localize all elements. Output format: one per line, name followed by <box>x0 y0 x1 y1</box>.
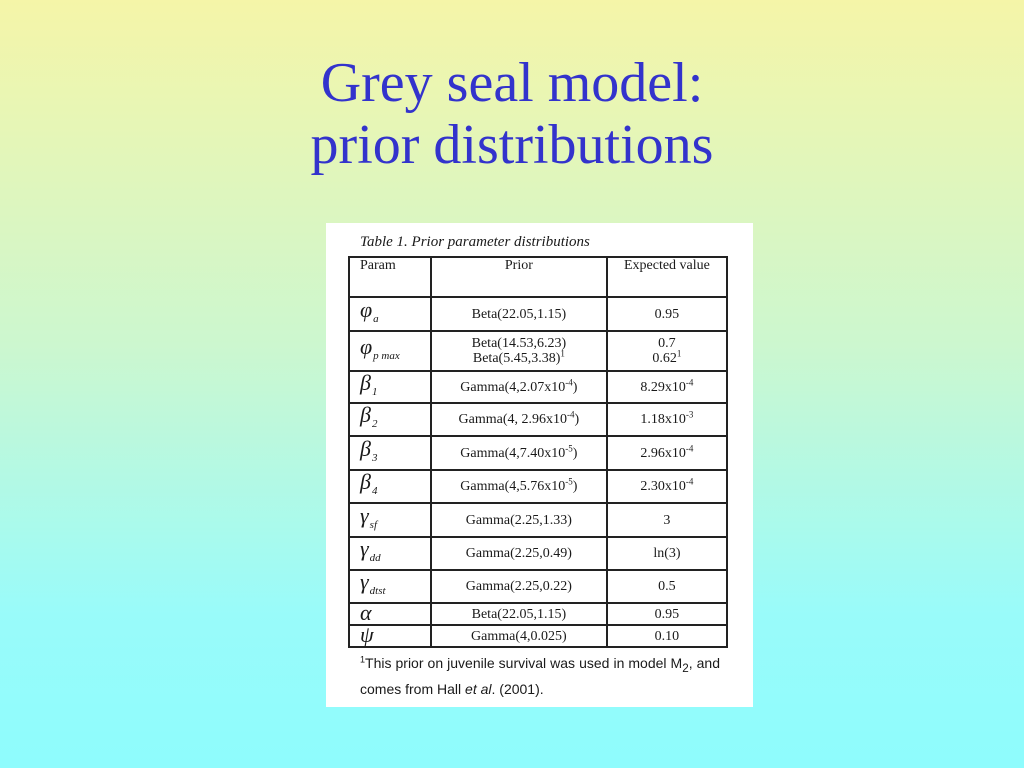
expected-cell: ln(3) <box>607 537 727 570</box>
table-row <box>349 503 727 537</box>
table-row <box>349 625 727 647</box>
prior-cell: Beta(22.05,1.15) <box>431 297 607 331</box>
table-row <box>349 331 727 371</box>
table-row <box>349 570 727 603</box>
param-cell: $\gamma_{sf}$ <box>349 503 431 537</box>
table-row <box>349 537 727 570</box>
param-cell: ψ <box>349 625 431 647</box>
table-row <box>349 470 727 503</box>
prior-cell: Beta(22.05,1.15) <box>431 603 607 625</box>
prior-cell: Gamma(2.25,0.22) <box>431 570 607 603</box>
param-cell: $\varphi_a$ <box>349 297 431 331</box>
expected-cell: $1.18x10^{-3}$ <box>607 403 727 436</box>
param-cell: $\varphi_{p max}$ <box>349 331 431 371</box>
table-row <box>349 403 727 436</box>
table-caption: Table 1. Prior parameter distributions <box>360 234 590 250</box>
table-footnote: $^1$This prior on juvenile survival was used in model $M_2$, and comes from Hall et al. (2001). <box>360 654 720 697</box>
expected-cell: 3 <box>607 503 727 537</box>
param-cell: $\gamma_{dd}$ <box>349 537 431 570</box>
table-row <box>349 603 727 625</box>
footnote-marker: 1 <box>360 654 366 665</box>
table-row <box>349 371 727 403</box>
prior-cell: Gamma(2.25,0.49) <box>431 537 607 570</box>
param-cell: $\beta_3$ <box>349 436 431 470</box>
header-prior: Prior <box>431 257 607 297</box>
header-expected-value: Expected value <box>607 257 727 297</box>
prior-cell: $Gamma(4,5.76x10^{-5})$ <box>431 470 607 503</box>
prior-cell: Beta(14.53,6.23) $Beta(5.45,3.38)^1$ <box>431 331 607 371</box>
expected-cell: $8.29x10^{-4}$ <box>607 371 727 403</box>
expected-cell: $2.96x10^{-4}$ <box>607 436 727 470</box>
expected-cell: 0.95 <box>607 603 727 625</box>
param-cell: $\beta_4$ <box>349 470 431 503</box>
expected-cell: 0.10 <box>607 625 727 647</box>
prior-distributions-table <box>348 256 728 648</box>
expected-cell: $2.30x10^{-4}$ <box>607 470 727 503</box>
header-param: Param <box>349 257 431 297</box>
table-row <box>349 436 727 470</box>
slide-title-line-2: prior distributions <box>310 114 714 176</box>
prior-cell: $Gamma(4,2.07x10^{-4})$ <box>431 371 607 403</box>
table-header-row <box>349 257 727 297</box>
param-cell: $\beta_1$ <box>349 371 431 403</box>
prior-cell: Gamma(2.25,1.33) <box>431 503 607 537</box>
prior-cell: Gamma(4,0.025) <box>431 625 607 647</box>
param-cell: α <box>349 603 431 625</box>
expected-cell: 0.95 <box>607 297 727 331</box>
param-cell: $\beta_2$ <box>349 403 431 436</box>
expected-cell: 0.7 0.62$^1$ <box>607 331 727 371</box>
param-cell: $\gamma_{dtst}$ <box>349 570 431 603</box>
prior-cell: $Gamma(4,7.40x10^{-5})$ <box>431 436 607 470</box>
slide-title <box>0 52 1024 176</box>
expected-cell: 0.5 <box>607 570 727 603</box>
slide-title-line-1: Grey seal model: <box>320 52 704 114</box>
prior-table-image <box>326 223 753 707</box>
prior-cell: Gamma(4, $2.96x10^{-4}$) <box>431 403 607 436</box>
table-row <box>349 297 727 331</box>
